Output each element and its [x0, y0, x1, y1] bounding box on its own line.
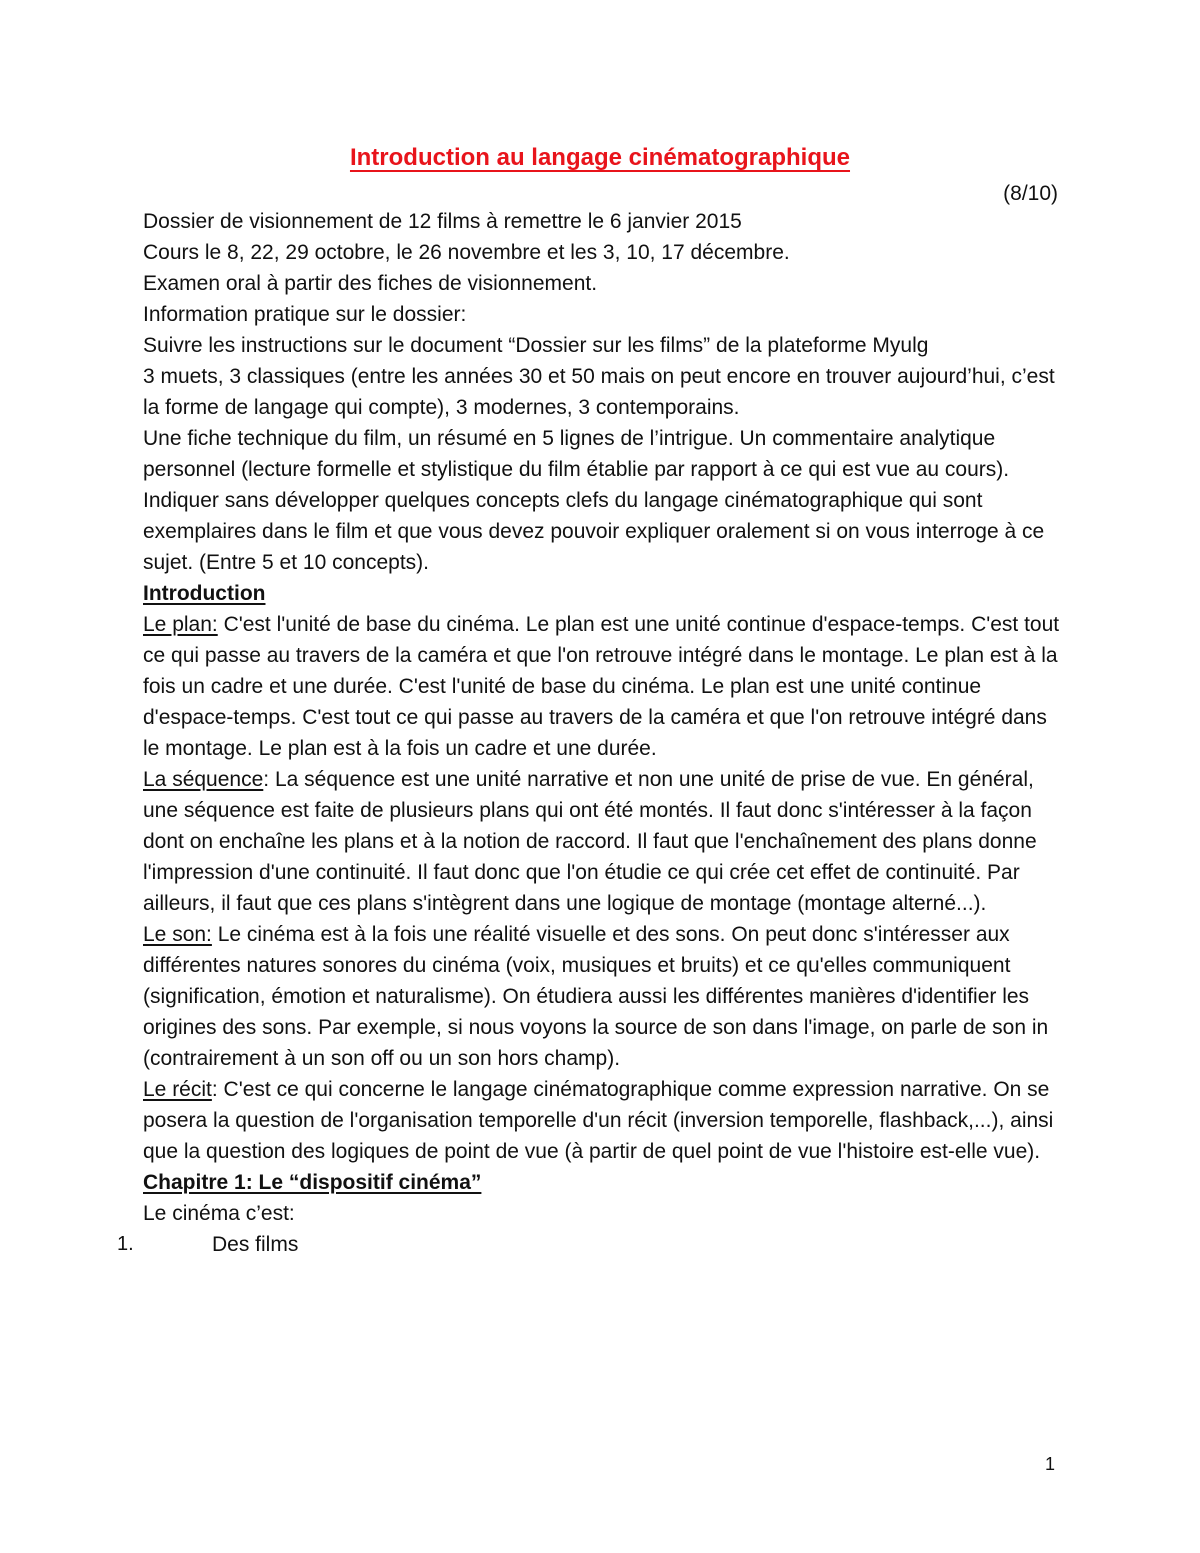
grade-label: (8/10) [1003, 182, 1058, 205]
section-text: C'est l'unité de base du cinéma. Le plan est une unité continue d'espace-temps. C'est tout ce qui passe au travers de la caméra et que l'on retrouve intégré dans le montage. Le plan est à la fois un cadre et une durée. C'est l'unité de base du cinéma. Le plan est une unité continue d'espace-temps. C'est tout ce qui passe au travers de la caméra et que l'on retrouve intégré dans le montage. Le plan est à la fois un cadre et une durée. [143, 613, 1060, 760]
chapter-heading: Chapitre 1: Le “dispositif cinéma” [143, 1171, 482, 1194]
document-body [117, 206, 1063, 1260]
section-term: Le récit [143, 1078, 212, 1101]
list-number: 1. [117, 1233, 134, 1255]
section-text: : La séquence est une unité narrative et non une unité de prise de vue. En général, une séquence est faite de plusieurs plans qui ont été montés. Il faut donc s'intéresser à la façon dont on enchaîne les plans et à la notion de raccord. Il faut que l'enchaînement des plans donne l'impression d'une continuité. Il faut donc que l'on étudie ce qui crée cet effet de continuité. Par ailleurs, il faut que ces plans s'intègrent dans une logique de montage (montage alterné...). [143, 768, 1037, 915]
info-paragraph: 3 muets, 3 classiques (entre les années 30 et 50 mais on peut encore en trouver aujourd’hui, c’est la forme de langage qui compte), 3 modernes, 3 contemporains. [143, 365, 1055, 419]
section-plan [143, 609, 1063, 764]
document-title: Introduction au langage cinématographique [349, 144, 851, 171]
chapter-intro: Le cinéma c’est: [143, 1202, 295, 1225]
section-sequence [143, 764, 1063, 919]
info-line: Cours le 8, 22, 29 octobre, le 26 novembre et les 3, 10, 17 décembre. [143, 241, 790, 264]
info-line: Dossier de visionnement de 12 films à remettre le 6 janvier 2015 [143, 210, 742, 233]
list-item [117, 1229, 1063, 1260]
section-term: Le son: [143, 923, 212, 946]
info-line: Information pratique sur le dossier: [143, 303, 467, 326]
info-line: Suivre les instructions sur le document “Dossier sur les films” de la plateforme Myulg [143, 334, 929, 357]
list-text: Des films [212, 1233, 299, 1256]
section-text: : C'est ce qui concerne le langage cinématographique comme expression narrative. On se posera la question de l'organisation temporelle d'un récit (inversion temporelle, flashback,...), ainsi que la question des logiques de point de vue (à partir de quel point de vue l'histoire est-elle vue). [143, 1078, 1054, 1163]
section-term: La séquence [143, 768, 264, 791]
section-son [143, 919, 1063, 1074]
section-recit [143, 1074, 1063, 1167]
section-text: Le cinéma est à la fois une réalité visuelle et des sons. On peut donc s'intéresser aux différentes natures sonores du cinéma (voix, musiques et bruits) et ce qu'elles communiquent (signification, émotion et naturalisme). On étudiera aussi les différentes manières d'identifier les origines des sons. Par exemple, si nous voyons la source de son dans l'image, on parle de son in (contrairement à un son off ou un son hors champ). [143, 923, 1049, 1070]
section-term: Le plan: [143, 613, 218, 636]
info-paragraph: Une fiche technique du film, un résumé en 5 lignes de l’intrigue. Un commentaire analytique personnel (lecture formelle et stylistique du film établie par rapport à ce qui est vue au cours). Indiquer sans développer quelques concepts clefs du langage cinématographique qui sont exemplaires dans le film et que vous devez pouvoir expliquer oralement si on vous interroge à ce sujet. (Entre 5 et 10 concepts). [143, 427, 1045, 574]
info-line: Examen oral à partir des fiches de visionnement. [143, 272, 598, 295]
introduction-heading: Introduction [143, 582, 266, 605]
page-number: 1 [1044, 1454, 1055, 1474]
